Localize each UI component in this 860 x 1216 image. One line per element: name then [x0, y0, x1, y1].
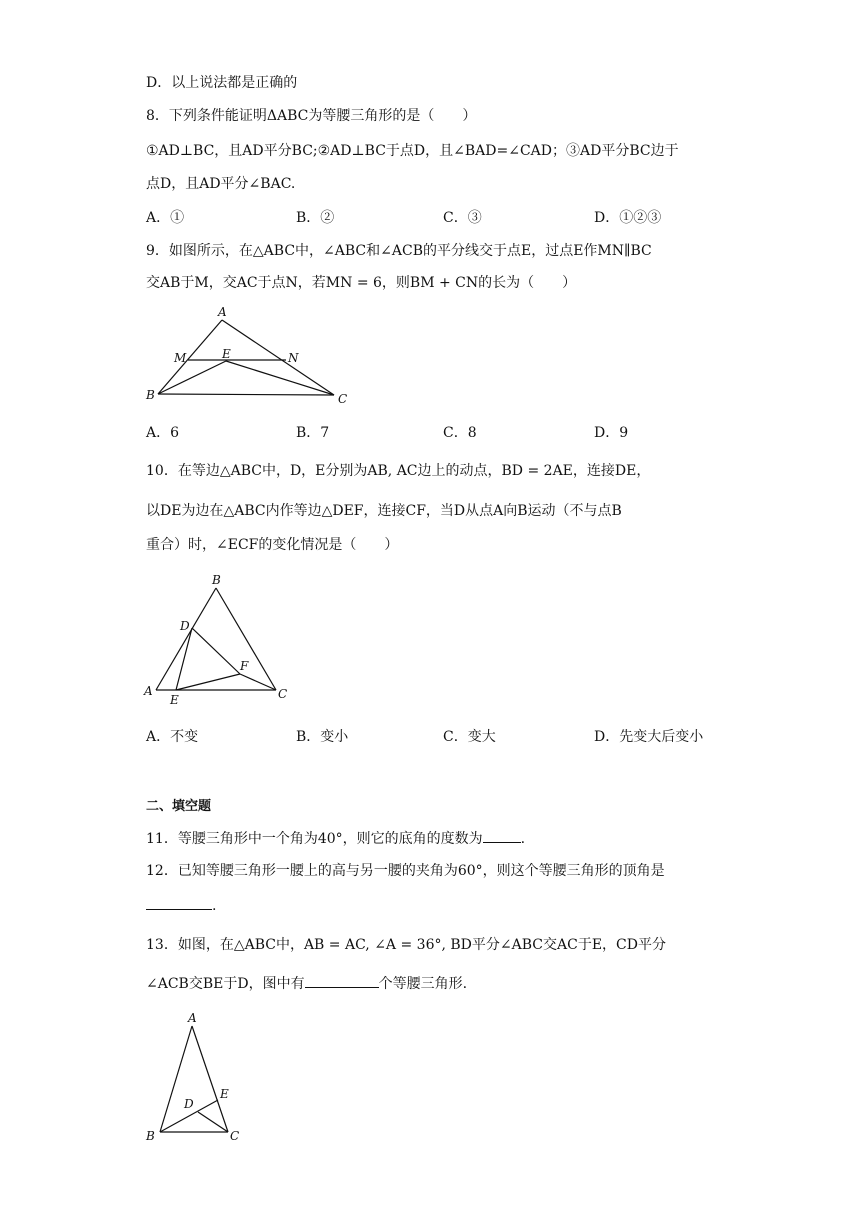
q10-option-d: D．先变大后变小: [594, 729, 704, 745]
q10-segment-ef: [176, 674, 240, 690]
q10-label-a: A: [144, 684, 153, 698]
q9-side-bc: [158, 394, 334, 395]
q9-label-e: E: [222, 347, 231, 361]
q13-label-c: C: [230, 1129, 240, 1143]
q9-option-c: C．8: [443, 425, 477, 441]
q8-option-a: A．①: [146, 210, 185, 226]
q9-segment-be: [158, 361, 226, 394]
q10-stem-line-2: 以DE为边在△ABC内作等边△DEF，连接CF，当D从点A向B运动（不与点B: [146, 503, 622, 519]
q11-end: .: [520, 831, 526, 847]
q7-option-d: D．以上说法都是正确的: [146, 75, 298, 91]
section-title-fill-in: 二、填空题: [146, 799, 212, 814]
q10-label-e: E: [170, 693, 179, 707]
q9-label-a: A: [218, 305, 227, 319]
q8-condition-line-2: 点D，且AD平分∠BAC.: [146, 176, 296, 192]
q8-option-b: B．②: [296, 210, 335, 226]
q9-label-m: M: [174, 351, 187, 365]
q10-label-b: B: [212, 573, 221, 587]
q9-option-d: D．9: [594, 425, 629, 441]
q8-option-c: C．③: [443, 210, 482, 226]
q13-line-2b: 个等腰三角形.: [378, 976, 468, 992]
q9-stem-line-1: 9．如图所示，在△ABC中，∠ABC和∠ACB的平分线交于点E，过点E作MN∥BC: [146, 243, 652, 259]
q9-option-b: B．7: [296, 425, 330, 441]
q9-option-a: A．6: [146, 425, 180, 441]
q10-label-d: D: [180, 619, 190, 633]
q13-stem-line-1: 13．如图，在△ABC中，AB = AC, ∠A = 36°, BD平分∠ABC交AC于E，CD平分: [146, 937, 666, 953]
q13-label-b: B: [146, 1129, 155, 1143]
q10-segment-de: [176, 628, 192, 690]
q10-stem-line-1: 10．在等边△ABC中，D，E分别为AB, AC边上的动点，BD = 2AE，连接DE，: [146, 463, 651, 479]
q12-answer-blank[interactable]: [146, 895, 212, 910]
q13-segment-cd: [198, 1112, 228, 1132]
q10-option-b: B．变小: [296, 729, 349, 745]
q11-answer-blank[interactable]: [483, 828, 521, 843]
q9-segment-ce: [226, 361, 334, 395]
q13-triangle-figure: [140, 1010, 250, 1145]
q10-triangle-figure: [140, 570, 300, 710]
q8-stem: 8．下列条件能证明ΔABC为等腰三角形的是（ ）: [146, 108, 477, 124]
q10-option-c: C．变大: [443, 729, 496, 745]
q13-line-2a: ∠ACB交BE于D，图中有: [146, 976, 305, 992]
q10-side-ab: [156, 588, 216, 690]
q9-label-c: C: [338, 392, 348, 406]
q13-side-ac: [192, 1026, 228, 1132]
q9-label-b: B: [146, 388, 155, 402]
q12-end: .: [212, 898, 217, 914]
q12-text: 12．已知等腰三角形一腰上的高与另一腰的夹角为60°，则这个等腰三角形的顶角是: [146, 863, 665, 879]
q9-stem-line-2: 交AB于M，交AC于点N，若MN = 6，则BM + CN的长为（ ）: [146, 275, 577, 291]
q11-text: 11．等腰三角形中一个角为40°，则它的底角的度数为: [146, 831, 483, 847]
q10-side-bc: [216, 588, 276, 690]
q10-option-a: A．不变: [146, 729, 199, 745]
q9-side-ab: [158, 320, 222, 394]
q13-label-e: E: [220, 1087, 229, 1101]
q13-label-d: D: [184, 1097, 194, 1111]
q13-stem-line-2: [146, 973, 467, 994]
q12-answer-line: [146, 895, 216, 916]
q10-label-c: C: [278, 687, 288, 701]
q13-side-ab: [160, 1026, 192, 1132]
q8-option-d: D．①②③: [594, 210, 662, 226]
q10-label-f: F: [240, 659, 249, 673]
q8-condition-line-1: ①AD⊥BC，且AD平分BC;②AD⊥BC于点D，且∠BAD=∠CAD；③AD平分BC边于: [146, 143, 679, 159]
q10-stem-line-3: 重合）时，∠ECF的变化情况是（ ）: [146, 537, 399, 553]
q10-segment-df: [192, 628, 240, 674]
q9-label-n: N: [288, 351, 299, 365]
q13-answer-blank[interactable]: [305, 973, 379, 988]
q13-label-a: A: [188, 1011, 197, 1025]
q9-side-ac: [222, 320, 334, 395]
q9-triangle-figure: [140, 302, 360, 410]
q11-line: [146, 828, 525, 849]
